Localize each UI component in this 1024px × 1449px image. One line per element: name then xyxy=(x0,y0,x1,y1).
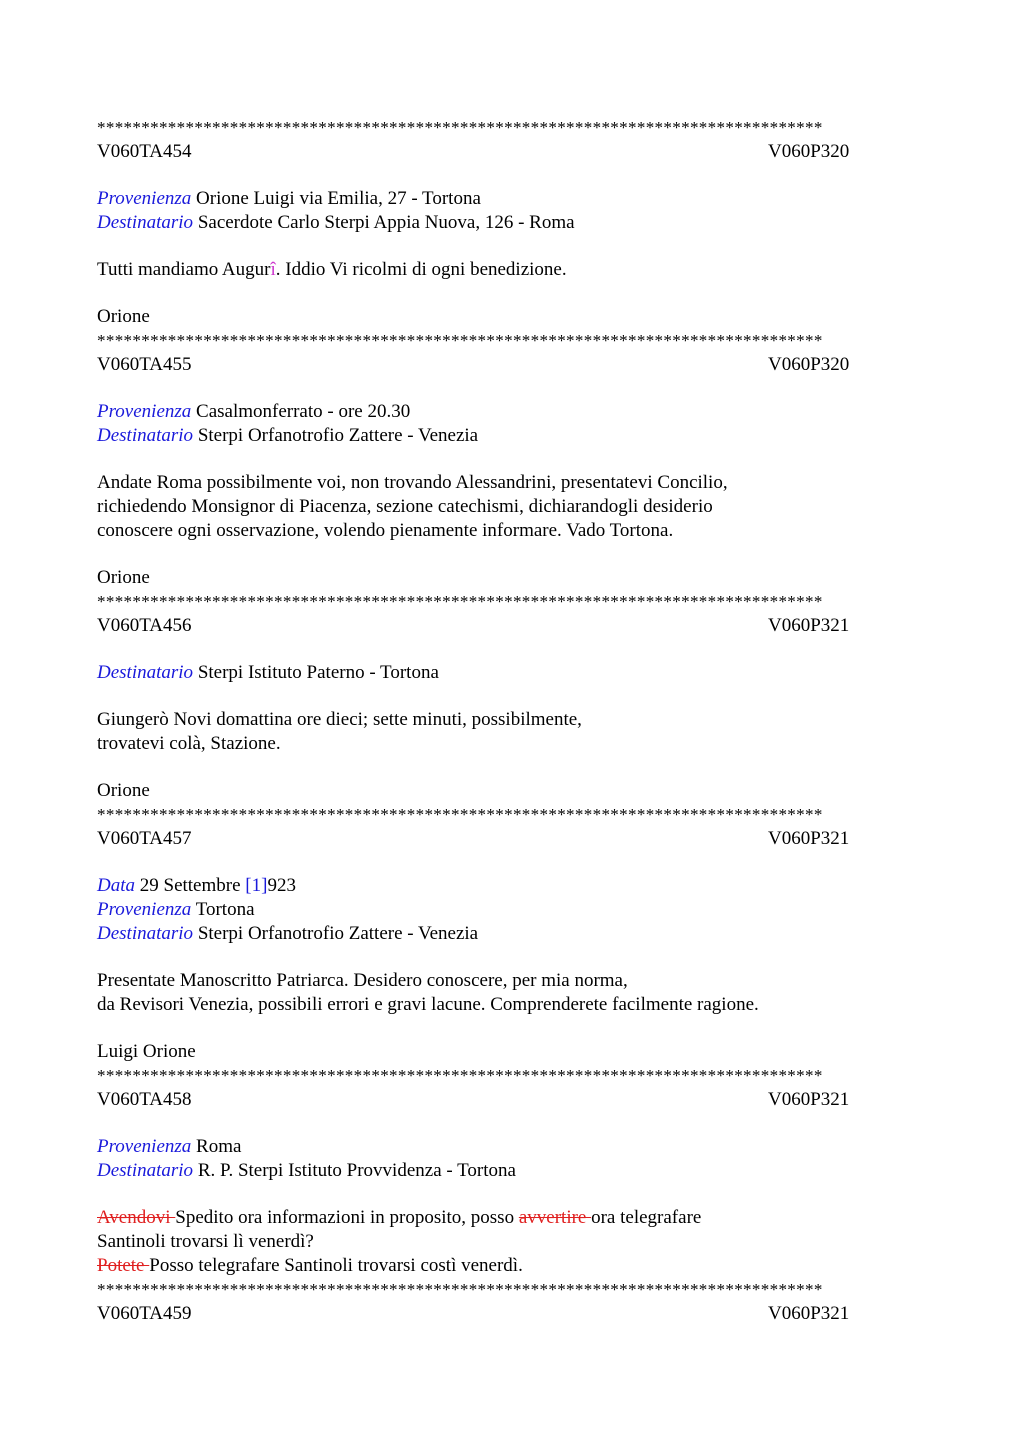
destinatario-label: Destinatario xyxy=(97,923,194,944)
record-id: V060TA454 xyxy=(97,141,192,162)
provenienza-value: Orione Luigi via Emilia, 27 - Tortona xyxy=(196,188,481,209)
body-text: ora telegrafare xyxy=(591,1207,702,1228)
record-separator: ********************************************************************************** xyxy=(97,592,823,611)
page-reference: V060P320 xyxy=(768,354,850,375)
data-label: Data xyxy=(97,875,135,896)
deleted-text: Potete xyxy=(97,1255,150,1276)
provenienza-label: Provenienza xyxy=(97,188,192,209)
record-header xyxy=(97,1088,927,1112)
data-value: 29 Settembre xyxy=(139,875,246,896)
destinatario-value: Sterpi Orfanotrofio Zattere - Venezia xyxy=(197,923,479,944)
record-id: V060TA458 xyxy=(97,1089,192,1110)
destinatario-value: Sterpi Istituto Paterno - Tortona xyxy=(197,662,439,683)
provenienza-value: Tortona xyxy=(195,899,255,920)
message-body-line xyxy=(97,1254,927,1278)
body-accent-char: î xyxy=(270,259,276,280)
provenienza-label: Provenienza xyxy=(97,401,192,422)
data-line xyxy=(97,874,927,898)
signature: Orione xyxy=(97,567,150,588)
destinatario-label: Destinatario xyxy=(97,212,194,233)
message-body-line: Presentate Manoscritto Patriarca. Desidero conoscere, per mia norma, xyxy=(97,970,628,991)
message-body-line: richiedendo Monsignor di Piacenza, sezione catechismi, dichiarandogli desiderio xyxy=(97,496,713,517)
body-text: . Iddio Vi ricolmi di ogni benedizione. xyxy=(275,259,567,280)
document-page xyxy=(97,116,927,1326)
record-separator: ********************************************************************************** xyxy=(97,1066,823,1085)
body-text: Posso telegrafare Santinoli trovarsi costì venerdì. xyxy=(149,1255,523,1276)
page-reference: V060P321 xyxy=(768,615,850,636)
record-separator: ********************************************************************************** xyxy=(97,1280,823,1299)
body-text: Tutti mandiamo Augur xyxy=(97,259,271,280)
destinatario-line xyxy=(97,922,927,946)
record-header xyxy=(97,353,927,377)
destinatario-line xyxy=(97,424,927,448)
record-header xyxy=(97,1302,927,1326)
record-id: V060TA459 xyxy=(97,1303,192,1324)
destinatario-label: Destinatario xyxy=(97,1160,194,1181)
message-body-line: conoscere ogni osservazione, volendo pienamente informare. Vado Tortona. xyxy=(97,520,674,541)
record-id: V060TA456 xyxy=(97,615,192,636)
deleted-text: avvertire xyxy=(518,1207,592,1228)
message-body-line: Andate Roma possibilmente voi, non trovando Alessandrini, presentatevi Concilio, xyxy=(97,472,728,493)
data-bracket: [1] xyxy=(245,875,268,896)
provenienza-line xyxy=(97,187,927,211)
record-header xyxy=(97,614,927,638)
signature: Orione xyxy=(97,306,150,327)
record-separator: ********************************************************************************** xyxy=(97,331,823,350)
message-body-line: Santinoli trovarsi lì venerdì? xyxy=(97,1231,314,1252)
page-reference: V060P321 xyxy=(768,1089,850,1110)
record-header xyxy=(97,140,927,164)
destinatario-line xyxy=(97,1159,927,1183)
provenienza-line xyxy=(97,1135,927,1159)
destinatario-value: R. P. Sterpi Istituto Provvidenza - Tortona xyxy=(197,1160,516,1181)
provenienza-label: Provenienza xyxy=(97,1136,192,1157)
destinatario-line xyxy=(97,661,927,685)
deleted-text: Avendovi xyxy=(97,1207,176,1228)
provenienza-value: Roma xyxy=(196,1136,242,1157)
destinatario-label: Destinatario xyxy=(97,662,194,683)
message-body-line: trovatevi colà, Stazione. xyxy=(97,733,281,754)
data-value: 923 xyxy=(267,875,296,896)
destinatario-value: Sterpi Orfanotrofio Zattere - Venezia xyxy=(197,425,479,446)
message-body-line xyxy=(97,1206,927,1230)
body-text: Spedito ora informazioni in proposito, posso xyxy=(175,1207,519,1228)
record-separator: ********************************************************************************** xyxy=(97,118,823,137)
destinatario-value: Sacerdote Carlo Sterpi Appia Nuova, 126 - Roma xyxy=(197,212,575,233)
page-reference: V060P321 xyxy=(768,1303,850,1324)
destinatario-line xyxy=(97,211,927,235)
signature: Orione xyxy=(97,780,150,801)
provenienza-line xyxy=(97,898,927,922)
provenienza-label: Provenienza xyxy=(97,899,192,920)
provenienza-line xyxy=(97,400,927,424)
message-body-line xyxy=(97,258,927,282)
destinatario-label: Destinatario xyxy=(97,425,194,446)
message-body-line: Giungerò Novi domattina ore dieci; sette minuti, possibilmente, xyxy=(97,709,582,730)
page-reference: V060P321 xyxy=(768,828,850,849)
page-reference: V060P320 xyxy=(768,141,850,162)
record-id: V060TA455 xyxy=(97,354,192,375)
provenienza-value: Casalmonferrato - ore 20.30 xyxy=(196,401,411,422)
record-separator: ********************************************************************************** xyxy=(97,805,823,824)
message-body-line: da Revisori Venezia, possibili errori e gravi lacune. Comprenderete facilmente ragione. xyxy=(97,994,759,1015)
record-header xyxy=(97,827,927,851)
signature: Luigi Orione xyxy=(97,1041,196,1062)
record-id: V060TA457 xyxy=(97,828,192,849)
